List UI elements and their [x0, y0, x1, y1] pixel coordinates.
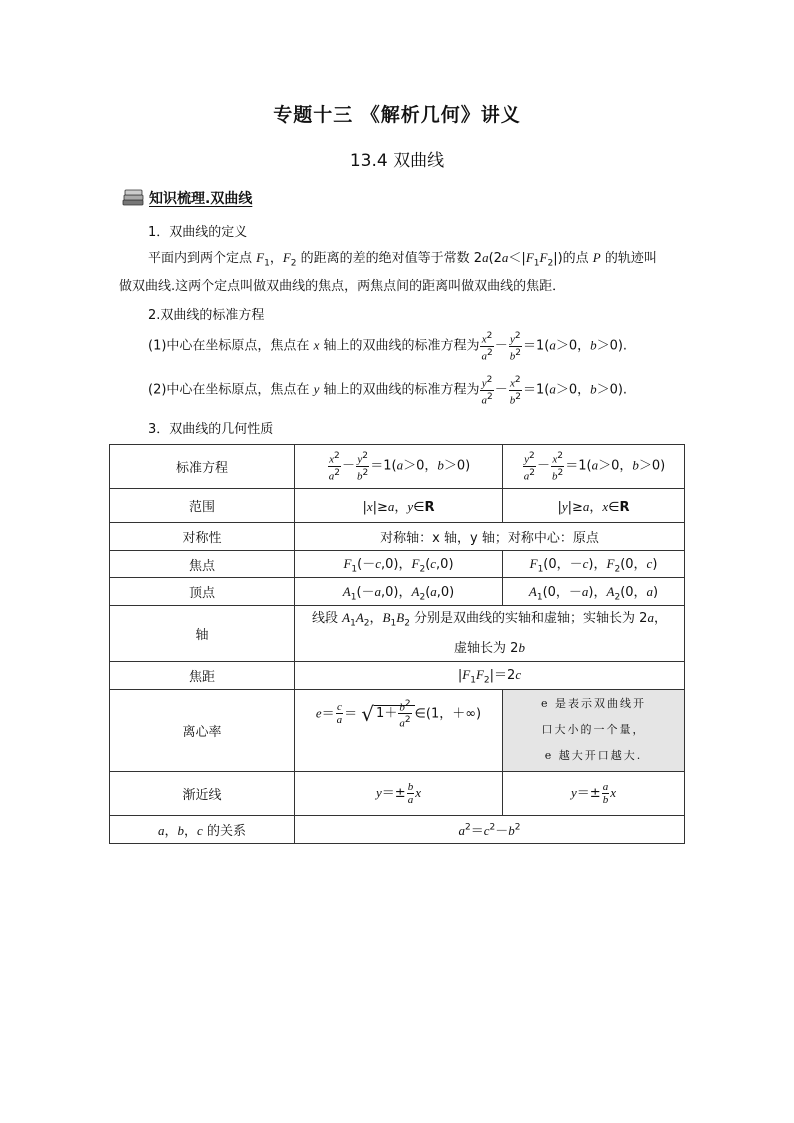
cell-foci-x: $F_1(-c,0)$，$F_2(c,0)$ — [295, 551, 503, 578]
table-row — [110, 689, 685, 771]
cell-eq-x: $\frac{x^2}{a^2}$ － $\frac{y^2}{b^2}$ ＝1(a＞0，b＞0) — [295, 445, 503, 489]
properties-table — [109, 444, 685, 844]
standard-eq-x: (1)中心在坐标原点，焦点在 x 轴上的双曲线的标准方程为 $\frac{x^2}{a^2}$ － $\frac{y^2}{b^2}$ ＝1(a＞0，b＞0). — [148, 331, 628, 363]
row-label: 离心率 — [110, 689, 295, 771]
note-line: e 越大开口越大. — [544, 749, 643, 763]
cell-focal-distance: $|F_1F_2|=2c$ — [295, 661, 685, 689]
page-subtitle: 13.4 双曲线 — [349, 151, 445, 171]
cell-vertices-y: $A_1(0$，－a)，$A_2(0$，a) — [503, 578, 685, 606]
row-label: 范围 — [110, 489, 295, 523]
note-line: 口大小的一个量， — [541, 723, 646, 737]
books-icon — [121, 189, 145, 207]
table-row — [110, 578, 685, 606]
cell-eq-y: $\frac{y^2}{a^2}$ － $\frac{x^2}{b^2}$ ＝1(a＞0，b＞0) — [503, 445, 685, 489]
cell-symmetry: 对称轴：x 轴，y 轴；对称中心：原点 — [295, 523, 685, 551]
note-line: e 是表示双曲线开 — [541, 697, 647, 711]
definition-line-2: 做双曲线.这两个定点叫做双曲线的焦点，两焦点间的距离叫做双曲线的焦距． — [119, 279, 566, 294]
row-label: 渐近线 — [110, 771, 295, 815]
table-row — [110, 523, 685, 551]
item3-heading: 3．双曲线的几何性质 — [148, 422, 274, 437]
row-label: a，b，c 的关系 — [110, 815, 295, 843]
row-label: 轴 — [110, 606, 295, 662]
row-label: 焦距 — [110, 661, 295, 689]
table-row — [110, 661, 685, 689]
row-label: 标准方程 — [110, 445, 295, 489]
table-row — [110, 445, 685, 489]
cell-range-x: |x|≥a，y∈R — [295, 489, 503, 523]
section-label: 知识梳理.双曲线 — [149, 191, 253, 207]
cell-relation: $a^2=c^2-b^2$ — [295, 815, 685, 843]
definition-line-1: 平面内到两个定点 $F_1$，$F_2$ 的距离的差的绝对值等于常数 $2a(2a<|F_1F_2|)$的点 P 的轨迹叫 — [148, 250, 657, 269]
page-title: 专题十三 《解析几何》讲义 — [273, 104, 521, 126]
standard-eq-y: (2)中心在坐标原点，焦点在 y 轴上的双曲线的标准方程为 $\frac{y^2}{a^2}$ － $\frac{x^2}{b^2}$ ＝1(a＞0，b＞0). — [148, 375, 628, 407]
cell-asymptote-y: y＝± $\frac{a}{b}$ x — [503, 771, 685, 815]
item1-heading: 1．双曲线的定义 — [148, 225, 248, 240]
item2-heading: 2.双曲线的标准方程 — [148, 308, 265, 323]
cell-vertices-x: $A_1(-a,0)$，$A_2(a,0)$ — [295, 578, 503, 606]
cell-axes: 线段 $A_1A_2$，$B_1B_2$ 分别是双曲线的实轴和虚轴；实轴长为 2a， 虚轴长为 2b — [295, 606, 685, 662]
row-label: 顶点 — [110, 578, 295, 606]
table-row — [110, 815, 685, 843]
table-row — [110, 551, 685, 578]
row-label: 对称性 — [110, 523, 295, 551]
cell-foci-y: $F_1(0$，－c)，$F_2(0$，c) — [503, 551, 685, 578]
section-heading — [121, 188, 252, 208]
eccentricity-note — [503, 689, 685, 771]
cell-asymptote-x: y＝± $\frac{b}{a}$ x — [295, 771, 503, 815]
cell-eccentricity: e＝ $\frac{c}{a}$ ＝ √ 1＋ $\frac{b^2}{a^2}$ ∈(1，＋∞) — [295, 689, 503, 771]
table-row — [110, 489, 685, 523]
row-label: 焦点 — [110, 551, 295, 578]
table-row — [110, 606, 685, 662]
table-row — [110, 771, 685, 815]
cell-range-y: |y|≥a，x∈R — [503, 489, 685, 523]
